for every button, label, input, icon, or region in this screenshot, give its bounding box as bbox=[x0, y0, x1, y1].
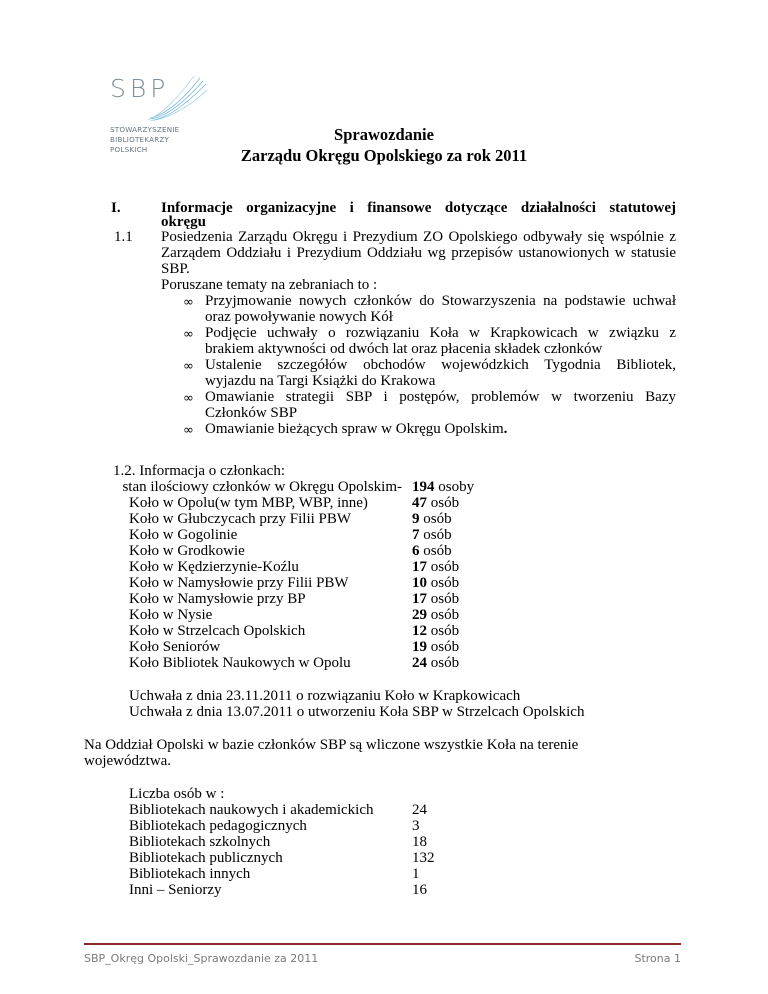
topic-3-line2: wyjazdu na Targi Książki do Krakowa bbox=[205, 373, 436, 389]
table-row-label: Bibliotekach naukowych i akademickich bbox=[129, 802, 374, 818]
table-row-label: Koło w Nysie bbox=[129, 607, 213, 623]
branch-note-line2: województwa. bbox=[84, 753, 172, 769]
members-total-num: 194 bbox=[412, 479, 435, 495]
table-row-label: Koło w Namysłowie przy BP bbox=[129, 591, 306, 607]
row-num: 29 bbox=[412, 607, 427, 623]
table-row-value bbox=[412, 575, 459, 592]
table-row-value: 132 bbox=[412, 850, 435, 866]
infinity-bullet-icon: ∞ bbox=[183, 391, 194, 406]
table-row-value bbox=[412, 623, 459, 640]
topics-intro: Poruszane tematy na zebraniach to : bbox=[161, 277, 378, 293]
row-unit: osób bbox=[427, 639, 460, 655]
footer-document-name: SBP_Okręg Opolski_Sprawozdanie za 2011 bbox=[84, 952, 319, 965]
topic-5 bbox=[205, 421, 507, 438]
row-unit: osób bbox=[419, 527, 452, 543]
table-row-label: Bibliotekach pedagogicznych bbox=[129, 818, 307, 834]
branch-note-line1: Na Oddział Opolski w bazie członków SBP są wliczone wszystkie Koła na terenie bbox=[84, 737, 579, 753]
table-row-value: 16 bbox=[412, 882, 427, 898]
row-unit: osób bbox=[427, 655, 460, 671]
subsection-number: 1.1 bbox=[114, 229, 133, 245]
row-unit: osób bbox=[427, 623, 460, 639]
table-row-label: Koło Bibliotek Naukowych w Opolu bbox=[129, 655, 351, 671]
row-unit: osób bbox=[427, 495, 460, 511]
infinity-bullet-icon: ∞ bbox=[183, 423, 194, 438]
infinity-bullet-icon: ∞ bbox=[183, 295, 194, 310]
page-subtitle: Zarządu Okręgu Opolskiego za rok 2011 bbox=[240, 146, 528, 165]
infinity-bullet-icon: ∞ bbox=[183, 327, 194, 342]
topic-4-line2: Członków SBP bbox=[205, 405, 298, 421]
topic-2-line2: brakiem aktywności od dwóch lat oraz płacenia składek członków bbox=[205, 341, 603, 357]
footer-page-number: Strona 1 bbox=[634, 952, 681, 965]
row-num: 47 bbox=[412, 495, 427, 511]
table-row-value: 1 bbox=[412, 866, 420, 882]
page-title: Sprawozdanie bbox=[334, 125, 434, 144]
section-heading-line2: okręgu bbox=[161, 214, 206, 230]
logo-sub-1: STOWARZYSZENIE bbox=[110, 125, 180, 134]
section-heading-line1: Informacje organizacyjne i finansowe dotyczące działalności statutowej bbox=[161, 200, 676, 216]
table-row-label: Inni – Seniorzy bbox=[129, 882, 222, 898]
table-row-label: Koło w Strzelcach Opolskich bbox=[129, 623, 306, 639]
table-row-label: Koło w Namysłowie przy Filii PBW bbox=[129, 575, 349, 591]
table-row-label: Bibliotekach szkolnych bbox=[129, 834, 271, 850]
table-row-value bbox=[412, 607, 459, 624]
topic-4-line1: Omawianie strategii SBP i postępów, problemów w tworzeniu Bazy bbox=[205, 389, 676, 405]
row-num: 24 bbox=[412, 655, 427, 671]
row-num: 6 bbox=[412, 543, 420, 559]
counts-heading: Liczba osób w : bbox=[129, 786, 225, 802]
members-total-unit: osoby bbox=[434, 479, 475, 495]
row-unit: osób bbox=[419, 511, 452, 527]
row-num: 7 bbox=[412, 527, 420, 543]
table-row-value bbox=[412, 655, 459, 672]
logo-sub-2: BIBLIOTEKARZY bbox=[110, 135, 170, 144]
table-row-value bbox=[412, 511, 452, 528]
table-row-label: Koło w Głubczycach przy Filii PBW bbox=[129, 511, 352, 527]
topic-5-text: Omawianie bieżących spraw w Okręgu Opolskim bbox=[205, 421, 504, 437]
table-row-label: Koło w Opolu(w tym MBP, WBP, inne) bbox=[129, 495, 368, 511]
row-num: 10 bbox=[412, 575, 427, 591]
paragraph-line2: Zarządem Oddziału i Prezydium Oddziału wg przepisów ustanowionych w statusie bbox=[161, 245, 676, 261]
table-row-label: Koło w Gogolinie bbox=[129, 527, 238, 543]
members-total-label: stan ilościowy członków w Okręgu Opolskim- bbox=[122, 479, 402, 495]
table-row-label: Koło w Grodkowie bbox=[129, 543, 245, 559]
topic-1-line2: oraz powoływanie nowych Kół bbox=[205, 309, 393, 325]
row-unit: osób bbox=[427, 607, 460, 623]
table-row-value bbox=[412, 559, 459, 576]
resolution-1: Uchwała z dnia 23.11.2011 o rozwiązaniu Koło w Krapkowicach bbox=[129, 688, 521, 704]
logo-sub-3: POLSKICH bbox=[110, 145, 148, 154]
paragraph-line1: Posiedzenia Zarządu Okręgu i Prezydium ZO Opolskiego odbywały się wspólnie z bbox=[161, 229, 676, 245]
table-row-label: Bibliotekach innych bbox=[129, 866, 251, 882]
row-unit: osób bbox=[419, 543, 452, 559]
infinity-bullet-icon: ∞ bbox=[183, 359, 194, 374]
topic-1-line1: Przyjmowanie nowych członków do Stowarzyszenia na podstawie uchwał bbox=[205, 293, 676, 309]
logo-brand: SBP bbox=[110, 74, 170, 103]
table-row-value bbox=[412, 527, 452, 544]
row-num: 19 bbox=[412, 639, 427, 655]
row-unit: osób bbox=[427, 591, 460, 607]
logo-swoosh-icon bbox=[148, 74, 208, 124]
topic-2-line1: Podjęcie uchwały o rozwiązaniu Koła w Krapkowicach w związku z bbox=[205, 325, 676, 341]
resolution-2: Uchwała z dnia 13.07.2011 o utworzeniu Koła SBP w Strzelcach Opolskich bbox=[129, 704, 585, 720]
members-total-value bbox=[412, 479, 474, 496]
table-row-value bbox=[412, 639, 459, 656]
row-unit: osób bbox=[427, 575, 460, 591]
table-row-label: Koło Seniorów bbox=[129, 639, 221, 655]
paragraph-line3: SBP. bbox=[161, 261, 190, 277]
members-heading: 1.2. Informacja o członkach: bbox=[113, 463, 286, 479]
row-num: 9 bbox=[412, 511, 420, 527]
row-unit: osób bbox=[427, 559, 460, 575]
row-num: 12 bbox=[412, 623, 427, 639]
topic-3-line1: Ustalenie szczegółów obchodów wojewódzkich Tygodnia Bibliotek, bbox=[205, 357, 676, 373]
table-row-value: 18 bbox=[412, 834, 427, 850]
section-number: I. bbox=[111, 200, 121, 216]
table-row-value bbox=[412, 591, 459, 608]
row-num: 17 bbox=[412, 591, 427, 607]
table-row-label: Bibliotekach publicznych bbox=[129, 850, 283, 866]
table-row-label: Koło w Kędzierzynie-Koźlu bbox=[129, 559, 299, 575]
table-row-value: 3 bbox=[412, 818, 420, 834]
table-row-value: 24 bbox=[412, 802, 427, 818]
table-row-value bbox=[412, 543, 452, 560]
topic-5-dot: . bbox=[503, 421, 508, 437]
footer-rule bbox=[84, 943, 681, 945]
row-num: 17 bbox=[412, 559, 427, 575]
table-row-value bbox=[412, 495, 459, 512]
